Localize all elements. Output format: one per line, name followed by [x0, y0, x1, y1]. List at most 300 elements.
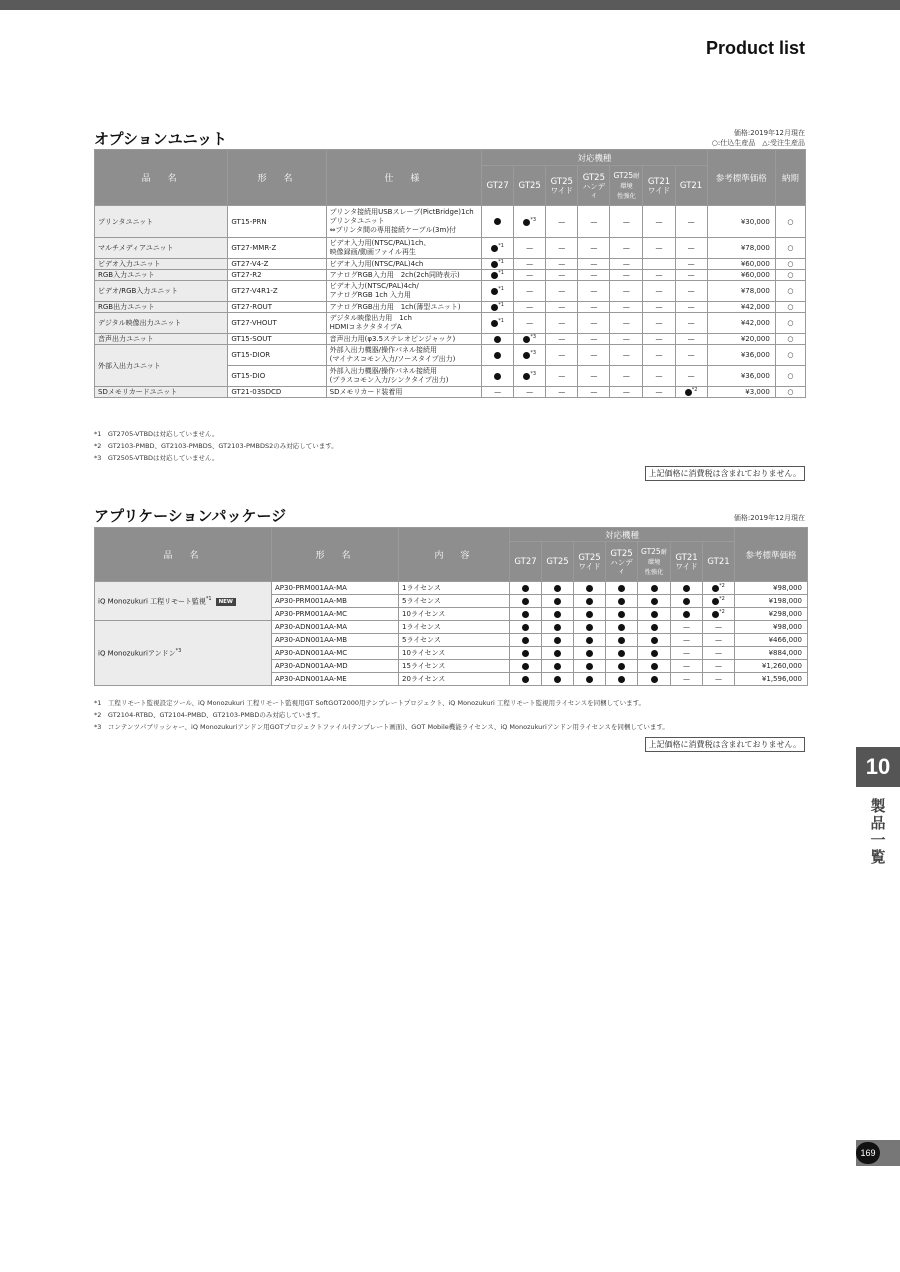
product-name: [95, 582, 272, 621]
compat-cell: [675, 387, 707, 398]
supported-dot: [586, 598, 593, 605]
license-content: 5ライセンス: [399, 634, 510, 647]
footnote-ref: *3: [175, 647, 182, 654]
compat-cell: [606, 660, 638, 673]
supported-dot: [685, 389, 692, 396]
compat-cell: [482, 366, 514, 387]
compat-cell: [638, 660, 671, 673]
compat-cell: —: [675, 366, 707, 387]
footnote-ref: *3: [530, 216, 537, 223]
compat-cell: [638, 673, 671, 686]
compat-cell: [638, 621, 671, 634]
delivery: ○: [775, 270, 805, 281]
supported-dot: [586, 624, 593, 631]
footnote-ref: *3: [530, 371, 537, 378]
model-number: GT21-03SDCD: [228, 387, 326, 398]
app-model-header: GT21: [703, 542, 735, 582]
compat-cell: [638, 647, 671, 660]
compat-cell: —: [482, 387, 514, 398]
compat-cell: —: [610, 334, 643, 345]
compat-cell: [542, 647, 574, 660]
compat-cell: —: [578, 313, 610, 334]
supported-dot: [618, 585, 625, 592]
supported-dot: [618, 663, 625, 670]
delivery: ○: [775, 302, 805, 313]
table-row: [95, 259, 806, 270]
model-number: GT15-DIO: [228, 366, 326, 387]
compat-cell: —: [514, 313, 546, 334]
compat-cell: —: [610, 259, 643, 270]
compat-cell: —: [546, 313, 578, 334]
compat-cell: [574, 673, 606, 686]
compat-cell: —: [675, 345, 707, 366]
compat-cell: [482, 206, 514, 238]
compat-cell: [542, 582, 574, 595]
compat-cell: —: [675, 302, 707, 313]
supported-dot: [651, 611, 658, 618]
app-model-header: GT25: [542, 542, 574, 582]
app-tax-note: 上記価格に消費税は含まれておりません。: [645, 737, 805, 752]
footnote-ref: *1: [205, 595, 212, 602]
compat-cell: [514, 334, 546, 345]
model-number: GT15-PRN: [228, 206, 326, 238]
license-content: 20ライセンス: [399, 673, 510, 686]
app-header-content: 内 容: [399, 528, 510, 582]
price: ¥198,000: [735, 595, 808, 608]
table-row: [95, 206, 806, 238]
compat-cell: [574, 582, 606, 595]
compat-cell: [671, 582, 703, 595]
compat-cell: —: [671, 673, 703, 686]
price: ¥42,000: [707, 302, 775, 313]
model-sub-label: ワイド: [647, 185, 671, 195]
model-sub-label: ハンディ: [582, 181, 606, 199]
compat-cell: [574, 647, 606, 660]
footnote: *3 GT2505-VTBDは対応していません。: [94, 454, 219, 462]
compat-cell: [542, 660, 574, 673]
compat-cell: [574, 621, 606, 634]
compat-cell: —: [675, 259, 707, 270]
spec-text: デジタル映像出力用 1ch HDMIコネクタタイプA: [326, 313, 481, 334]
app-header-price: 参考標準価格: [735, 528, 808, 582]
supported-dot: [554, 637, 561, 644]
model-number: AP30-ADN001AA-MC: [272, 647, 399, 660]
compat-cell: [574, 634, 606, 647]
option-price-date: 価格:2019年12月現在: [733, 129, 805, 137]
compat-cell: —: [610, 345, 643, 366]
compat-cell: —: [703, 621, 735, 634]
table-row: [95, 621, 808, 634]
product-name: デジタル映像出力ユニット: [95, 313, 228, 334]
compat-cell: —: [610, 302, 643, 313]
compat-cell: —: [643, 302, 675, 313]
compat-cell: [638, 582, 671, 595]
spec-text: ビデオ入力用(NTSC/PAL)1ch、 映像録画/動画ファイル再生: [326, 238, 481, 259]
compat-cell: —: [675, 334, 707, 345]
app-model-header: GT27: [510, 542, 542, 582]
supported-dot: [651, 598, 658, 605]
product-name: プリンタユニット: [95, 206, 228, 238]
compat-cell: [703, 608, 735, 621]
chapter-number: 10: [856, 747, 900, 787]
price: ¥60,000: [707, 259, 775, 270]
compat-cell: [482, 259, 514, 270]
option-model-header: GT25: [514, 166, 546, 206]
spec-text: プリンタ接続用USBスレーブ(PictBridge)1ch プリンタユニット ⇔プリンタ間の専用接続ケーブル(3m)付: [326, 206, 481, 238]
footnote-ref: *1: [498, 318, 504, 325]
price: ¥36,000: [707, 345, 775, 366]
spec-text: 外部入出力機器/操作パネル接続用 (プラスコモン入力/シンクタイプ出力): [326, 366, 481, 387]
footnote-ref: *1: [498, 270, 504, 277]
header-model: 形 名: [228, 150, 326, 206]
delivery: ○: [775, 334, 805, 345]
price: ¥3,000: [707, 387, 775, 398]
supported-dot: [618, 637, 625, 644]
footnote: *2 GT2103-PMBD、GT2103-PMBDS、GT2103-PMBDS2のみ対応しています。: [94, 442, 338, 450]
compat-cell: [671, 608, 703, 621]
supported-dot: [554, 676, 561, 683]
app-model-header: GT21 ワイド: [671, 542, 703, 582]
model-number: GT15-DIOR: [228, 345, 326, 366]
compat-cell: [514, 206, 546, 238]
compat-cell: [482, 238, 514, 259]
footnote-ref: *1: [498, 243, 504, 250]
option-section-title: オプションユニット: [94, 130, 228, 148]
compat-cell: —: [578, 302, 610, 313]
license-content: 1ライセンス: [399, 621, 510, 634]
footnote-ref: *2: [719, 609, 725, 616]
supported-dot: [586, 663, 593, 670]
compat-cell: —: [610, 270, 643, 281]
compat-cell: —: [578, 206, 610, 238]
compat-cell: [606, 634, 638, 647]
compat-cell: —: [546, 387, 578, 398]
compat-cell: [510, 634, 542, 647]
product-name: SDメモリカードユニット: [95, 387, 228, 398]
compat-cell: —: [546, 366, 578, 387]
supported-dot: [618, 650, 625, 657]
table-row: [95, 582, 808, 595]
license-content: 15ライセンス: [399, 660, 510, 673]
chapter-char: 一: [870, 831, 886, 849]
compat-cell: —: [546, 259, 578, 270]
compat-cell: —: [514, 270, 546, 281]
option-model-header: GT25耐環境 性強化: [610, 166, 643, 206]
supported-dot: [683, 598, 690, 605]
compat-cell: —: [546, 270, 578, 281]
supported-dot: [586, 637, 593, 644]
product-name: マルチメディアユニット: [95, 238, 228, 259]
model-number: GT27-MMR-Z: [228, 238, 326, 259]
compat-cell: [542, 621, 574, 634]
compat-cell: —: [514, 387, 546, 398]
compat-cell: —: [675, 313, 707, 334]
chapter-char: 製: [870, 797, 886, 815]
price: ¥20,000: [707, 334, 775, 345]
compat-cell: —: [578, 334, 610, 345]
compat-cell: [482, 345, 514, 366]
header-supported: 対応機種: [482, 150, 708, 166]
compat-cell: —: [578, 270, 610, 281]
compat-cell: [482, 334, 514, 345]
model-number: GT27-R2: [228, 270, 326, 281]
model-sub-label: 耐環境 性強化: [617, 172, 640, 200]
compat-cell: [638, 595, 671, 608]
compat-cell: [574, 608, 606, 621]
compat-cell: [671, 595, 703, 608]
compat-cell: [514, 345, 546, 366]
compat-cell: —: [675, 281, 707, 302]
option-legend: ○:仕込生産品 △:受注生産品: [711, 139, 805, 147]
supported-dot: [494, 373, 501, 380]
price: ¥884,000: [735, 647, 808, 660]
compat-cell: —: [643, 206, 675, 238]
supported-dot: [554, 650, 561, 657]
supported-dot: [651, 650, 658, 657]
model-number: AP30-ADN001AA-MD: [272, 660, 399, 673]
model-number: AP30-PRM001AA-MA: [272, 582, 399, 595]
compat-cell: —: [643, 345, 675, 366]
compat-cell: [606, 647, 638, 660]
spec-text: SDメモリカード装着用: [326, 387, 481, 398]
compat-cell: —: [514, 281, 546, 302]
table-row: [95, 334, 806, 345]
license-content: 5ライセンス: [399, 595, 510, 608]
table-row: [95, 281, 806, 302]
delivery: ○: [775, 345, 805, 366]
model-number: AP30-ADN001AA-ME: [272, 673, 399, 686]
compat-cell: [638, 608, 671, 621]
supported-dot: [554, 624, 561, 631]
compat-cell: [482, 281, 514, 302]
table-row: [95, 302, 806, 313]
supported-dot: [586, 611, 593, 618]
table-row: [95, 238, 806, 259]
compat-cell: [606, 595, 638, 608]
compat-cell: [542, 595, 574, 608]
compat-cell: —: [578, 387, 610, 398]
compat-cell: —: [675, 270, 707, 281]
compat-cell: [510, 660, 542, 673]
compat-cell: [482, 302, 514, 313]
footnote-ref: *3: [530, 334, 537, 341]
supported-dot: [651, 676, 658, 683]
model-number: GT27-V4R1-Z: [228, 281, 326, 302]
compat-cell: —: [671, 647, 703, 660]
compat-cell: [510, 621, 542, 634]
compat-cell: —: [643, 313, 675, 334]
model-number: AP30-ADN001AA-MB: [272, 634, 399, 647]
compat-cell: —: [546, 302, 578, 313]
product-name: RGB出力ユニット: [95, 302, 228, 313]
delivery: ○: [775, 313, 805, 334]
supported-dot: [554, 663, 561, 670]
compat-cell: —: [610, 387, 643, 398]
supported-dot: [586, 585, 593, 592]
compat-cell: [510, 647, 542, 660]
price: ¥298,000: [735, 608, 808, 621]
product-name: ビデオ/RGB入力ユニット: [95, 281, 228, 302]
compat-cell: —: [671, 660, 703, 673]
top-bar: [0, 0, 900, 10]
footnote-ref: *1: [498, 302, 504, 309]
app-header-name: 品 名: [95, 528, 272, 582]
spec-text: アナログRGB入力用 2ch(2ch同時表示): [326, 270, 481, 281]
compat-cell: [542, 634, 574, 647]
compat-cell: [638, 634, 671, 647]
compat-cell: —: [546, 238, 578, 259]
supported-dot: [651, 624, 658, 631]
new-badge: NEW: [216, 598, 236, 606]
spec-text: ビデオ入力用(NTSC/PAL)4ch: [326, 259, 481, 270]
option-model-header: GT27: [482, 166, 514, 206]
license-content: 1ライセンス: [399, 582, 510, 595]
header-name: 品 名: [95, 150, 228, 206]
compat-cell: [643, 259, 675, 270]
product-name: RGB入力ユニット: [95, 270, 228, 281]
supported-dot: [522, 611, 529, 618]
app-header-model: 形 名: [272, 528, 399, 582]
price: ¥98,000: [735, 621, 808, 634]
model-sub-label: 耐環境 性強化: [644, 548, 667, 576]
supported-dot: [618, 611, 625, 618]
page-title: Product list: [705, 38, 805, 58]
price: ¥78,000: [707, 238, 775, 259]
product-name: 音声出力ユニット: [95, 334, 228, 345]
footnote: *3 コンテンツパブリッシャー、iQ Monozukuriアンドン用GOTプロジェクトファイル(テンプレート画面)、GOT Mobile機能ライセンス、iQ Monozukuriアンドン用ライセンスを同梱しています。: [94, 723, 669, 731]
license-content: 10ライセンス: [399, 608, 510, 621]
option-model-header: GT25 ハンディ: [578, 166, 610, 206]
supported-dot: [554, 598, 561, 605]
compat-cell: [542, 673, 574, 686]
app-model-header: GT25耐環境 性強化: [638, 542, 671, 582]
model-number: AP30-PRM001AA-MC: [272, 608, 399, 621]
supported-dot: [651, 637, 658, 644]
spec-text: アナログRGB出力用 1ch(薄型ユニット): [326, 302, 481, 313]
supported-dot: [522, 676, 529, 683]
delivery: ○: [775, 387, 805, 398]
license-content: 10ライセンス: [399, 647, 510, 660]
model-sub-label: ワイド: [675, 561, 698, 571]
compat-cell: —: [643, 387, 675, 398]
compat-cell: —: [703, 673, 735, 686]
supported-dot: [586, 650, 593, 657]
compat-cell: [510, 595, 542, 608]
supported-dot: [586, 676, 593, 683]
chapter-label: [868, 798, 888, 866]
app-footnotes: [94, 697, 669, 733]
compat-cell: —: [546, 334, 578, 345]
price: ¥1,260,000: [735, 660, 808, 673]
footnote: *2 GT2104-RTBD、GT2104-PMBD、GT2103-PMBDのみ対応しています。: [94, 711, 324, 719]
compat-cell: [542, 608, 574, 621]
compat-cell: —: [514, 238, 546, 259]
header-price: 参考標準価格: [707, 150, 775, 206]
compat-cell: —: [703, 660, 735, 673]
footnote-ref: *3: [530, 350, 537, 357]
compat-cell: —: [675, 238, 707, 259]
page-number: 169: [856, 1142, 880, 1164]
app-model-header: GT25 ハンディ: [606, 542, 638, 582]
model-sub-label: ハンディ: [610, 557, 633, 575]
compat-cell: [510, 608, 542, 621]
compat-cell: —: [703, 647, 735, 660]
option-footnotes: [94, 428, 338, 464]
table-row: [95, 387, 806, 398]
model-number: GT27-V4-Z: [228, 259, 326, 270]
footnote-ref: *1: [498, 259, 504, 266]
compat-cell: —: [546, 345, 578, 366]
compat-cell: —: [578, 345, 610, 366]
compat-cell: [703, 582, 735, 595]
compat-cell: —: [578, 238, 610, 259]
chapter-char: 品: [870, 814, 886, 832]
product-name: ビデオ入力ユニット: [95, 259, 228, 270]
table-row: [95, 345, 806, 366]
compat-cell: —: [643, 366, 675, 387]
app-header-supported: 対応機種: [510, 528, 735, 542]
price: ¥1,596,000: [735, 673, 808, 686]
app-section-title: アプリケーションパッケージ: [94, 507, 287, 525]
compat-cell: [510, 582, 542, 595]
price: ¥36,000: [707, 366, 775, 387]
compat-cell: [606, 621, 638, 634]
footnote: *1 工程リモート監視設定ツール、iQ Monozukuri 工程リモート監視用GT SoftGOT2000用テンプレートプロジェクト、iQ Monozukuri 工程リモート監視用ライセンスを同梱しています。: [94, 699, 646, 707]
compat-cell: [574, 660, 606, 673]
supported-dot: [683, 585, 690, 592]
price: ¥466,000: [735, 634, 808, 647]
product-name: 外部入出力ユニット: [95, 345, 228, 387]
supported-dot: [494, 218, 501, 225]
compat-cell: —: [643, 270, 675, 281]
model-sub-label: ワイド: [578, 561, 601, 571]
spec-text: ビデオ入力(NTSC/PAL)4ch/ アナログRGB 1ch 入力用: [326, 281, 481, 302]
compat-cell: —: [610, 238, 643, 259]
footnote: *1 GT2705-VTBDは対応していません。: [94, 430, 219, 438]
option-model-header: GT21: [675, 166, 707, 206]
delivery: ○: [775, 366, 805, 387]
price: ¥98,000: [735, 582, 808, 595]
product-name-text: iQ Monozukuri 工程リモート監視: [98, 597, 206, 606]
footnote-ref: *1: [498, 286, 504, 293]
supported-dot: [522, 624, 529, 631]
compat-cell: —: [514, 259, 546, 270]
compat-cell: —: [578, 366, 610, 387]
footnote-ref: *2: [719, 596, 725, 603]
supported-dot: [494, 336, 501, 343]
option-model-header: GT21 ワイド: [643, 166, 675, 206]
option-unit-table: [94, 149, 806, 398]
compat-cell: [514, 366, 546, 387]
footnote-ref: *2: [719, 583, 725, 590]
product-name: [95, 621, 272, 686]
model-number: AP30-ADN001AA-MA: [272, 621, 399, 634]
compat-cell: [606, 673, 638, 686]
supported-dot: [522, 598, 529, 605]
spec-text: 外部入出力機器/操作パネル接続用 (マイナスコモン入力/ソースタイプ出力): [326, 345, 481, 366]
supported-dot: [683, 611, 690, 618]
chapter-char: 覧: [870, 848, 886, 866]
supported-dot: [522, 585, 529, 592]
table-row: [95, 270, 806, 281]
footnote-ref: *2: [691, 387, 698, 394]
compat-cell: [606, 608, 638, 621]
delivery: ○: [775, 206, 805, 238]
option-tax-note: 上記価格に消費税は含まれておりません。: [645, 466, 805, 481]
compat-cell: [703, 595, 735, 608]
price: ¥78,000: [707, 281, 775, 302]
compat-cell: —: [671, 621, 703, 634]
